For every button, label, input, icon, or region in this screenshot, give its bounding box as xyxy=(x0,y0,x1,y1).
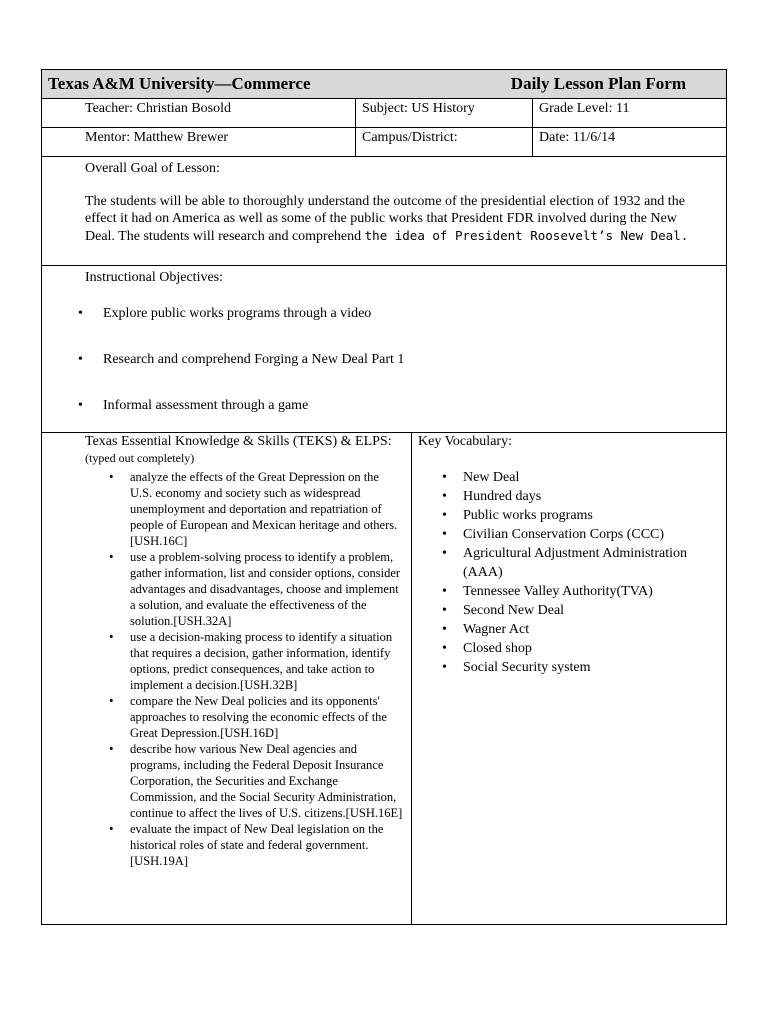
subject-field: Subject: US History xyxy=(356,99,533,127)
info-row-1 xyxy=(41,99,727,128)
goal-text-tail: the idea of President Roosevelt’s New Deal. xyxy=(364,228,689,243)
vocabulary-item: • Agricultural Adjustment Administration (AAA) xyxy=(463,544,726,582)
teks-item: • evaluate the impact of New Deal legislation on the historical roles of state and federal government.[USH.19A] xyxy=(130,821,403,869)
goal-label: Overall Goal of Lesson: xyxy=(85,161,220,176)
vocabulary-item: • Second New Deal xyxy=(463,601,726,620)
vocabulary-item: • Tennessee Valley Authority(TVA) xyxy=(463,582,726,601)
vocabulary-item: • New Deal xyxy=(463,468,726,487)
university-name: Texas A&M University—Commerce xyxy=(48,74,311,93)
vocabulary-item: • Wagner Act xyxy=(463,620,726,639)
vocabulary-item: • Public works programs xyxy=(463,506,726,525)
objective-item: • Informal assessment through a game xyxy=(85,397,706,414)
standards-vocab-section xyxy=(41,433,727,925)
teks-title: Texas Essential Knowledge & Skills (TEKS) & ELPS: xyxy=(85,434,392,449)
teks-column xyxy=(42,433,412,924)
campus-field: Campus/District: xyxy=(356,128,533,156)
lesson-plan-form xyxy=(41,69,727,925)
vocabulary-column xyxy=(412,433,726,924)
goal-text: The students will be able to thoroughly understand the outcome of the presidential election of 1932 and the effect it had on America as well as some of the public works that President FDR involved during the New Deal. The students will research and comprehend the idea of President Roosevelt’s New Deal. xyxy=(85,194,689,244)
teks-list xyxy=(85,469,403,869)
objectives-section xyxy=(41,266,727,433)
info-row-2 xyxy=(41,128,727,157)
objectives-list xyxy=(85,305,706,414)
vocabulary-item: • Civilian Conservation Corps (CCC) xyxy=(463,525,726,544)
teks-item: • use a decision-making process to identify a situation that requires a decision, gather information, identify options, predict consequences, and take action to implement a decision.[USH.32B] xyxy=(130,629,403,693)
vocabulary-item: • Social Security system xyxy=(463,658,726,677)
vocabulary-item: • Closed shop xyxy=(463,639,726,658)
teks-item: • analyze the effects of the Great Depression on the U.S. economy and society such as widespread unemployment and deportation and repatriation of people of European and Mexican heritage and others.[USH.16C] xyxy=(130,469,403,549)
teks-item: • describe how various New Deal agencies and programs, including the Federal Deposit Insurance Corporation, the Securities and Exchange Commission, and the Social Security Administration, continue to affect the lives of U.S. citizens.[USH.16E] xyxy=(130,741,403,821)
form-title: Daily Lesson Plan Form xyxy=(510,74,686,93)
form-header xyxy=(41,69,727,99)
grade-field: Grade Level: 11 xyxy=(539,101,630,116)
vocabulary-list xyxy=(418,468,726,677)
objective-item: • Research and comprehend Forging a New Deal Part 1 xyxy=(85,351,706,368)
vocabulary-label: Key Vocabulary: xyxy=(418,434,512,449)
teks-note: (typed out completely) xyxy=(85,451,195,465)
mentor-field: Mentor: Matthew Brewer xyxy=(42,128,356,156)
date-field: Date: 11/6/14 xyxy=(539,130,616,145)
objective-item: • Explore public works programs through a video xyxy=(85,305,706,322)
teks-item: • use a problem-solving process to identify a problem, gather information, list and consider options, consider advantages and disadvantages, choose and implement a solution, and evaluate the effectiveness of the solution.[USH.32A] xyxy=(130,549,403,629)
teks-item: • compare the New Deal policies and its opponents' approaches to resolving the economic effects of the Great Depression.[USH.16D] xyxy=(130,693,403,741)
teacher-field: Teacher: Christian Bosold xyxy=(42,99,356,127)
goal-section xyxy=(41,157,727,266)
objectives-label: Instructional Objectives: xyxy=(85,270,224,285)
vocabulary-item: • Hundred days xyxy=(463,487,726,506)
